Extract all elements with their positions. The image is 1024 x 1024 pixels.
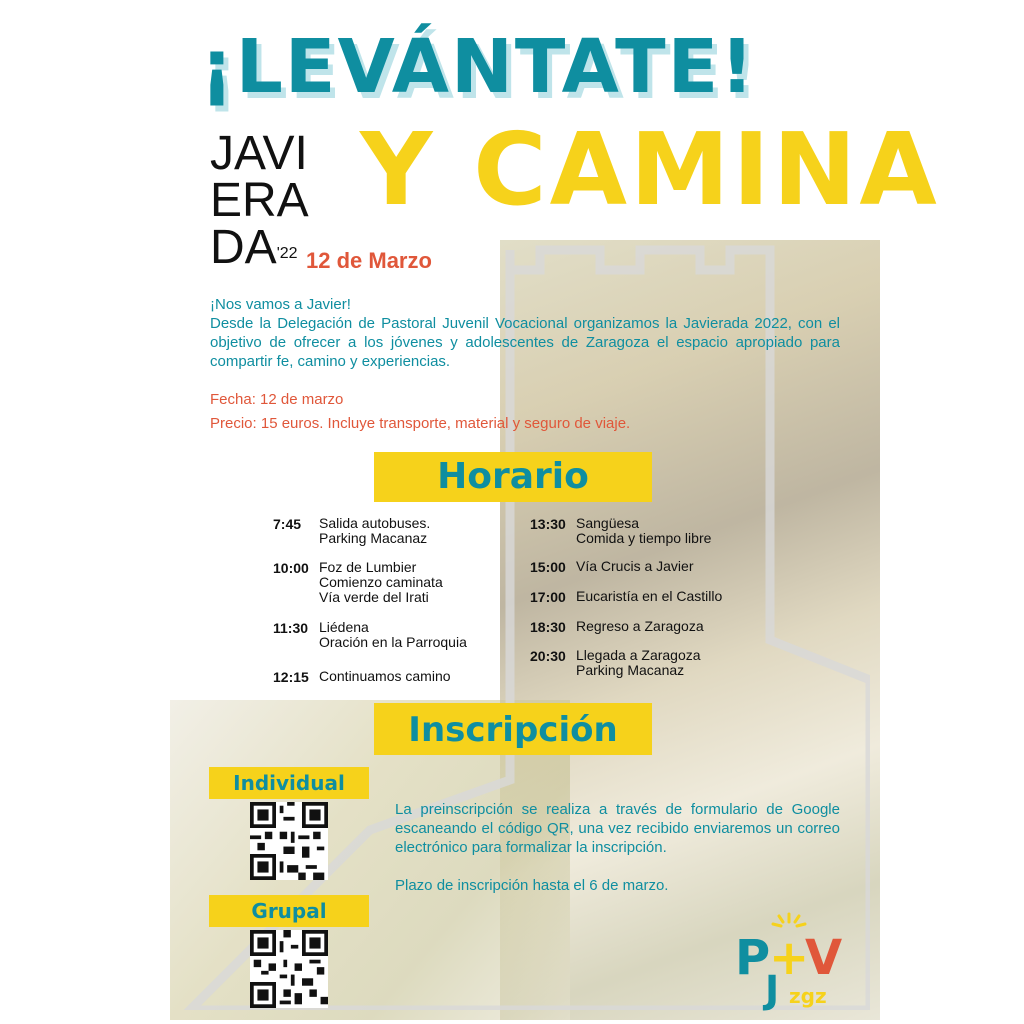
schedule-time: 7:45 <box>273 516 302 532</box>
logo-letter-p: P <box>735 930 771 986</box>
schedule-item <box>273 560 443 605</box>
schedule-time: 17:00 <box>530 589 566 605</box>
schedule-item <box>273 669 451 685</box>
inscripcion-heading: Inscripción <box>408 710 618 750</box>
main-title: ¡LEVÁNTATE! <box>200 24 756 110</box>
javierada-line-1: JAVI <box>210 127 308 180</box>
schedule-item <box>530 648 701 678</box>
inscripcion-deadline: Plazo de inscripción hasta el 6 de marzo. <box>395 877 669 894</box>
javierada-logo <box>210 127 309 274</box>
schedule-desc: Regreso a Zaragoza <box>576 618 704 634</box>
logo-cross-t: + <box>769 930 810 986</box>
schedule-desc: Sangüesa Comida y tiempo libre <box>576 515 712 546</box>
logo-zgz: zgz <box>789 984 827 1008</box>
schedule-time: 20:30 <box>530 648 566 664</box>
inscripcion-instructions: La preinscripción se realiza a través de formulario de Google escaneando el código QR, una vez recibido enviaremos un correo electrónico para formalizar la inscripción. <box>395 801 840 856</box>
schedule-desc: Continuamos camino <box>319 668 451 684</box>
precio-line: Precio: 15 euros. Incluye transporte, material y seguro de viaje. <box>210 415 631 432</box>
event-date: 12 de Marzo <box>306 248 432 273</box>
individual-label: Individual <box>233 771 345 795</box>
intro-body: Desde la Delegación de Pastoral Juvenil Vocacional organizamos la Javierada 2022, con el objetivo de ofrecer a los jóvenes y adolescentes de Zaragoza el espacio apropiado para compartir fe, camino y experiencias. <box>210 315 840 370</box>
grupal-label: Grupal <box>251 899 327 923</box>
horario-heading: Horario <box>437 456 589 497</box>
javierada-da: DA <box>210 221 277 274</box>
schedule-desc: Salida autobuses. Parking Macanaz <box>319 515 431 546</box>
qr-code-grupal[interactable] <box>250 930 328 1008</box>
schedule-time: 13:30 <box>530 516 566 532</box>
schedule-desc: Liédena Oración en la Parroquia <box>319 619 467 650</box>
schedule-time: 18:30 <box>530 619 566 635</box>
intro-text <box>210 295 840 371</box>
schedule-item <box>530 619 704 635</box>
schedule-time: 10:00 <box>273 560 309 576</box>
sub-title: Y CAMINA <box>360 111 940 228</box>
logo-letter-v: V <box>805 930 843 986</box>
schedule-time: 15:00 <box>530 559 566 575</box>
event-info <box>210 388 630 436</box>
schedule-item <box>273 620 467 650</box>
schedule-time: 12:15 <box>273 669 309 685</box>
inscripcion-text <box>395 800 840 895</box>
schedule-item <box>273 516 430 546</box>
javierada-year: '22 <box>276 245 298 262</box>
fecha-line: Fecha: 12 de marzo <box>210 391 344 408</box>
schedule-item <box>530 559 693 575</box>
logo-letter-j: J <box>765 968 780 1012</box>
schedule-desc: Vía Crucis a Javier <box>576 558 694 574</box>
schedule-desc: Llegada a Zaragoza Parking Macanaz <box>576 647 701 678</box>
intro-greeting: ¡Nos vamos a Javier! <box>210 296 351 313</box>
javierada-line-2: ERA <box>210 174 309 227</box>
schedule-item <box>530 516 711 546</box>
schedule-time: 11:30 <box>273 620 309 636</box>
pjv-logo <box>735 912 845 1012</box>
javierada-line-3 <box>210 221 309 274</box>
schedule-desc: Foz de Lumbier Comienzo caminata Vía verde del Irati <box>319 559 443 605</box>
qr-code-individual[interactable] <box>250 802 328 880</box>
schedule-desc: Eucaristía en el Castillo <box>576 588 723 604</box>
schedule-item <box>530 589 722 605</box>
